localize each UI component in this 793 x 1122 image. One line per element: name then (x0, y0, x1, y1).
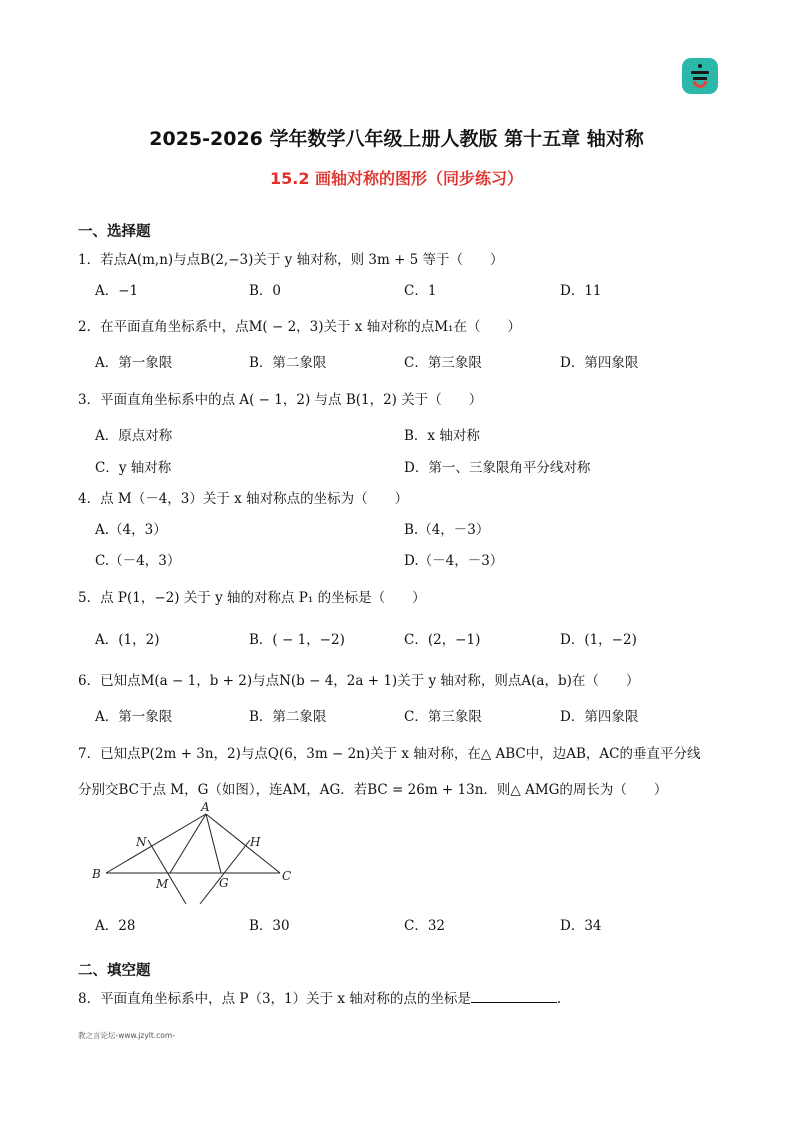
section-choice: 一、选择题 (78, 224, 151, 240)
label-b: B (92, 867, 101, 881)
q4-option-c: C.（－4，3） (95, 553, 181, 569)
q3-option-d: D．第一、三象限角平分线对称 (404, 460, 591, 476)
q7-option-a: A．28 (95, 918, 136, 934)
q2-option-d: D．第四象限 (560, 355, 639, 371)
label-m: M (156, 877, 169, 891)
edge-ab (106, 814, 206, 873)
perp-bisector-ab (148, 840, 186, 904)
footer-source: 教之言论坛-www.jzylt.com- (78, 1031, 175, 1040)
label-c: C (282, 869, 292, 883)
q5-option-c: C．(2，−1) (404, 632, 481, 648)
q7-option-d: D．34 (560, 918, 602, 934)
q2-option-b: B．第二象限 (249, 355, 327, 371)
q7-option-b: B．30 (249, 918, 290, 934)
label-a: A (201, 800, 210, 814)
segment-ag (206, 814, 221, 873)
q1-option-c: C．1 (404, 283, 437, 299)
q5-option-a: A．(1，2) (95, 632, 160, 648)
q6-option-d: D．第四象限 (560, 709, 639, 725)
question-4: 4．点 M（－4，3）关于 x 轴对称点的坐标为（ ） (78, 491, 409, 507)
question-7-line-2: 分别交BC于点 M，G（如图），连AM，AG．若BC = 26m + 13n．则△ AMG的周长为（ ） (78, 782, 668, 798)
section-fill-blank: 二、填空题 (78, 963, 151, 979)
q2-option-c: C．第三象限 (404, 355, 482, 371)
question-8-end: . (556, 991, 562, 1007)
q2-option-a: A．第一象限 (95, 355, 173, 371)
q3-option-c: C．y 轴对称 (95, 460, 172, 476)
q4-option-b: B.（4，－3） (404, 522, 490, 538)
label-n: N (136, 835, 147, 849)
question-3: 3．平面直角坐标系中的点 A( − 1，2) 与点 B(1，2) 关于（ ） (78, 392, 483, 408)
q5-option-b: B．( − 1，−2) (249, 632, 345, 648)
question-7-line-1: 7．已知点P(2m + 3n，2)与点Q(6，3m − 2n)关于 x 轴对称，在△ ABC中，边AB，AC的垂直平分线 (78, 746, 701, 762)
q6-option-a: A．第一象限 (95, 709, 173, 725)
question-8 (78, 987, 561, 1007)
q3-option-a: A．原点对称 (95, 428, 173, 444)
q6-option-c: C．第三象限 (404, 709, 482, 725)
question-2: 2．在平面直角坐标系中，点M( − 2，3)关于 x 轴对称的点M₁在（ ） (78, 319, 521, 335)
q1-option-d: D．11 (560, 283, 602, 299)
q5-option-d: D．(1，−2) (560, 632, 637, 648)
triangle-figure (88, 800, 298, 910)
page-subtitle: 15.2 画轴对称的图形（同步练习） (269, 169, 524, 188)
q4-option-a: A.（4，3） (95, 522, 167, 538)
q1-option-a: A．−1 (95, 283, 139, 299)
question-1: 1．若点A(m,n)与点B(2,−3)关于 y 轴对称，则 3m + 5 等于（ ） (78, 252, 504, 268)
page-title: 2025-2026 学年数学八年级上册人教版 第十五章 轴对称 (149, 128, 644, 150)
jzy-logo-icon (682, 58, 718, 94)
perp-bisector-ac (200, 840, 250, 904)
q1-option-b: B．0 (249, 283, 282, 299)
question-6: 6．已知点M(a − 1，b + 2)与点N(b − 4，2a + 1)关于 y 轴对称，则点A(a，b)在（ ） (78, 673, 640, 689)
q7-option-c: C．32 (404, 918, 446, 934)
label-h: H (250, 835, 261, 849)
answer-blank[interactable] (471, 990, 557, 1003)
q6-option-b: B．第二象限 (249, 709, 327, 725)
question-5: 5．点 P(1，−2) 关于 y 轴的对称点 P₁ 的坐标是（ ） (78, 590, 426, 606)
q4-option-d: D.（－4，－3） (404, 553, 504, 569)
segment-am (170, 814, 206, 873)
label-g: G (219, 876, 229, 890)
edge-ac (206, 814, 280, 873)
q3-option-b: B．x 轴对称 (404, 428, 480, 444)
question-8-text: 8．平面直角坐标系中，点 P（3，1）关于 x 轴对称的点的坐标是 (78, 991, 471, 1007)
